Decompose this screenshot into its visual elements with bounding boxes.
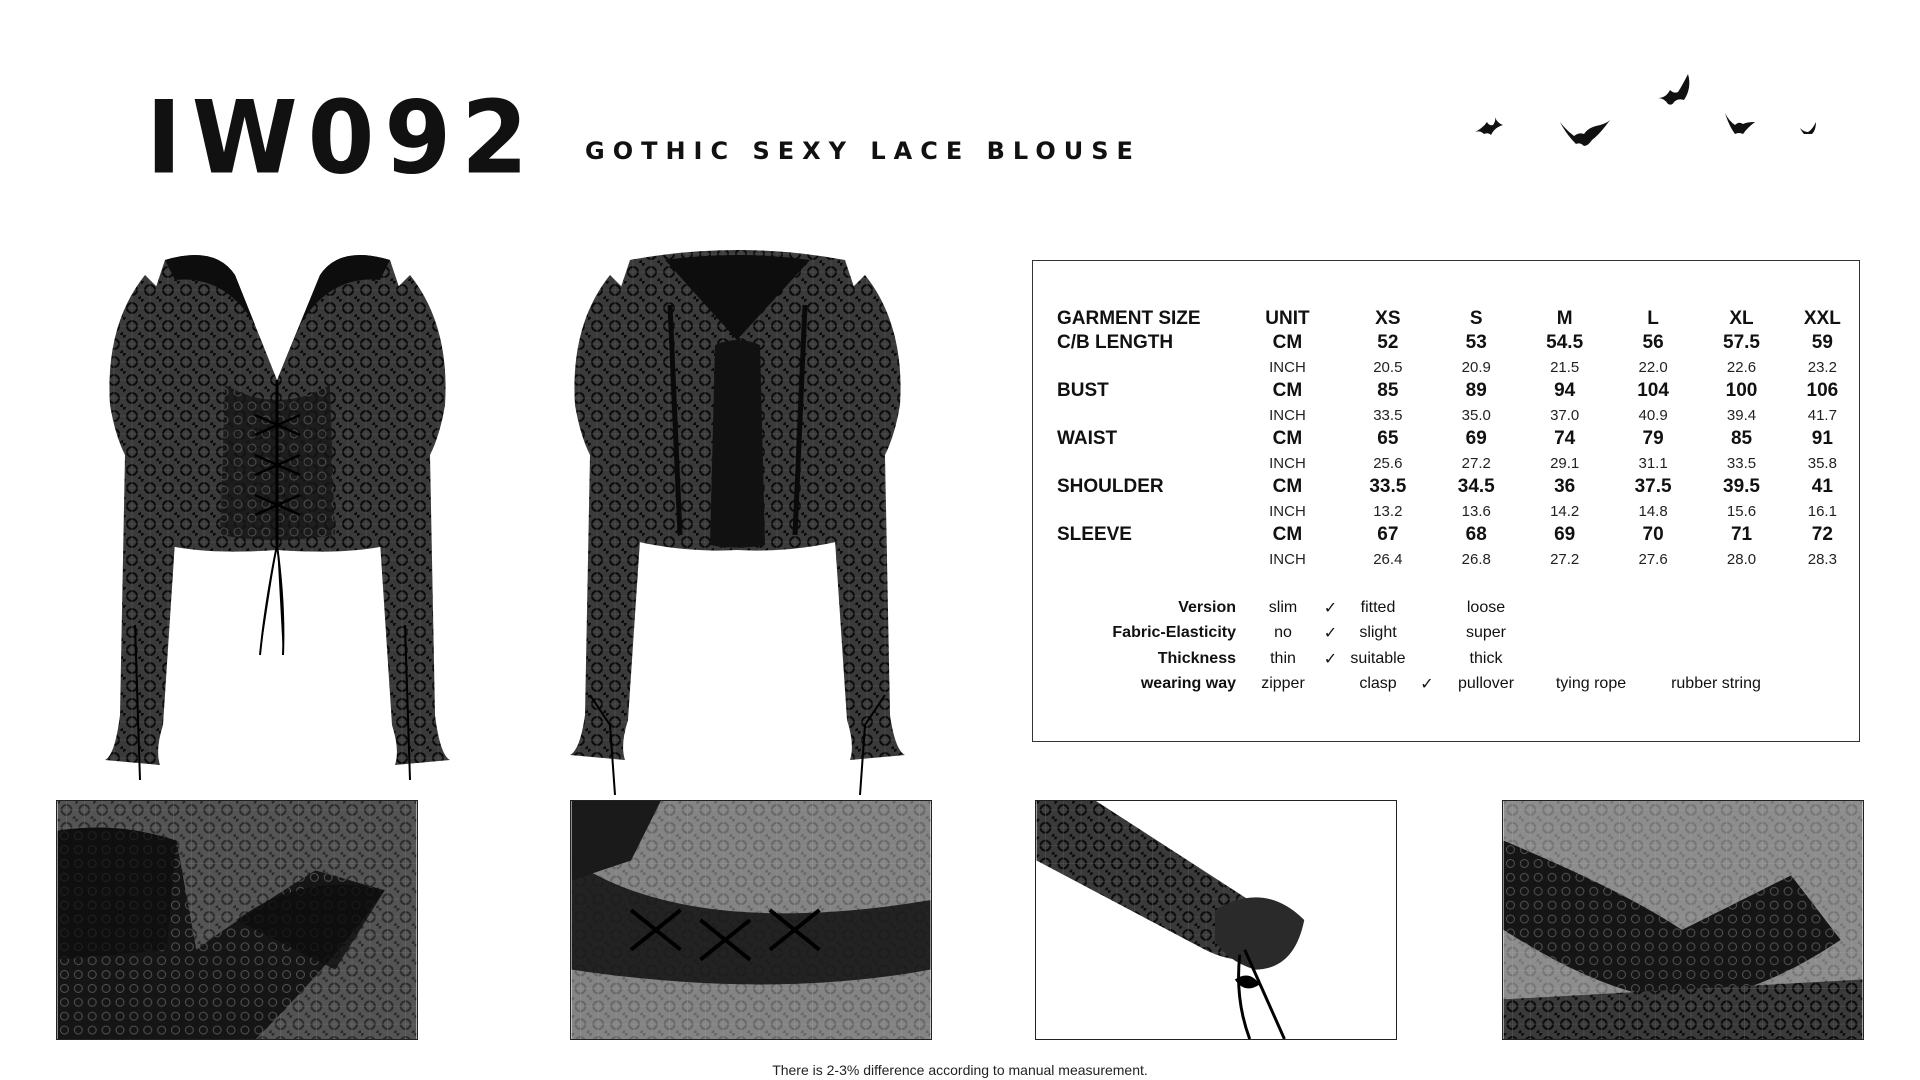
value-cell: 20.9 bbox=[1461, 358, 1491, 376]
value-cell: 21.5 bbox=[1550, 358, 1580, 376]
header-cell: S bbox=[1469, 308, 1483, 329]
value-cell: 91 bbox=[1811, 428, 1833, 449]
measurement-note: There is 2-3% difference according to manual measurement. bbox=[772, 1062, 1148, 1078]
row-label: SLEEVE bbox=[1057, 524, 1132, 545]
value-cell: 54.5 bbox=[1546, 332, 1584, 353]
option-text: super bbox=[1465, 624, 1507, 642]
header-cell: GARMENT SIZE bbox=[1057, 308, 1201, 329]
row-label: BUST bbox=[1057, 380, 1109, 401]
attribute-label: Version bbox=[1178, 598, 1236, 616]
option-text: tying rope bbox=[1555, 675, 1627, 693]
table-row bbox=[1057, 451, 1859, 475]
value-cell: 68 bbox=[1465, 524, 1487, 545]
value-cell: 69 bbox=[1554, 524, 1576, 545]
table-row bbox=[1057, 355, 1859, 379]
value-cell: 14.2 bbox=[1550, 502, 1580, 520]
unit-cell: CM bbox=[1272, 380, 1303, 401]
value-cell: 22.6 bbox=[1726, 358, 1757, 376]
row-label: WAIST bbox=[1057, 428, 1118, 449]
value-cell: 37.0 bbox=[1550, 406, 1580, 424]
bat-icon bbox=[1800, 122, 1816, 134]
value-cell: 71 bbox=[1730, 524, 1753, 545]
table-row bbox=[1057, 475, 1859, 499]
blouse-back-image bbox=[570, 245, 905, 795]
value-cell: 67 bbox=[1377, 524, 1399, 545]
value-cell: 65 bbox=[1377, 428, 1399, 449]
header-cell: XXL bbox=[1803, 308, 1841, 329]
unit-cell: CM bbox=[1272, 332, 1303, 353]
header-cell: L bbox=[1647, 308, 1659, 329]
detail-photo-lacing bbox=[570, 800, 932, 1040]
value-cell: 14.8 bbox=[1638, 502, 1668, 520]
check-icon: ✓ bbox=[1323, 625, 1338, 643]
value-cell: 15.6 bbox=[1726, 502, 1757, 520]
table-row bbox=[1057, 427, 1859, 451]
value-cell: 85 bbox=[1730, 428, 1753, 449]
detail-photo-collar bbox=[56, 800, 418, 1040]
value-cell: 28.3 bbox=[1807, 550, 1837, 568]
value-cell: 52 bbox=[1377, 332, 1399, 353]
value-cell: 27.2 bbox=[1461, 454, 1491, 472]
value-cell: 104 bbox=[1637, 380, 1669, 401]
value-cell: 39.4 bbox=[1726, 406, 1757, 424]
value-cell: 33.5 bbox=[1373, 406, 1403, 424]
unit-cell: INCH bbox=[1269, 358, 1306, 376]
value-cell: 13.2 bbox=[1373, 502, 1403, 520]
row-label: SHOULDER bbox=[1057, 476, 1164, 497]
table-row bbox=[1057, 499, 1859, 523]
header-cell: UNIT bbox=[1265, 308, 1310, 329]
value-cell: 41 bbox=[1811, 476, 1833, 497]
table-row bbox=[1057, 523, 1859, 547]
row-label: C/B LENGTH bbox=[1057, 332, 1174, 353]
check-icon: ✓ bbox=[1420, 676, 1434, 694]
value-cell: 33.5 bbox=[1369, 476, 1407, 497]
size-chart bbox=[1032, 260, 1860, 742]
value-cell: 72 bbox=[1811, 524, 1833, 545]
attribute-label: Fabric-Elasticity bbox=[1112, 624, 1236, 642]
attribute-label: Thickness bbox=[1157, 649, 1236, 667]
option-text: loose bbox=[1466, 598, 1506, 616]
value-cell: 85 bbox=[1377, 380, 1399, 401]
option-text: zipper bbox=[1261, 675, 1305, 693]
value-cell: 26.8 bbox=[1461, 550, 1491, 568]
attribute-label: wearing way bbox=[1140, 675, 1236, 693]
option-text: slim bbox=[1268, 598, 1298, 616]
value-cell: 23.2 bbox=[1807, 358, 1837, 376]
bats-decoration bbox=[1460, 60, 1880, 160]
value-cell: 35.0 bbox=[1461, 406, 1491, 424]
value-cell: 94 bbox=[1554, 380, 1576, 401]
unit-cell: INCH bbox=[1269, 406, 1306, 424]
value-cell: 25.6 bbox=[1373, 454, 1403, 472]
option-text: suitable bbox=[1350, 649, 1406, 667]
option-text: clasp bbox=[1359, 675, 1397, 693]
value-cell: 39.5 bbox=[1723, 476, 1760, 497]
value-cell: 70 bbox=[1642, 524, 1664, 545]
value-cell: 40.9 bbox=[1638, 406, 1668, 424]
value-cell: 59 bbox=[1811, 332, 1833, 353]
garment-attributes bbox=[1073, 595, 1781, 697]
option-text: fitted bbox=[1360, 598, 1396, 616]
bat-icon bbox=[1658, 74, 1689, 105]
table-row bbox=[1057, 403, 1859, 427]
unit-cell: INCH bbox=[1269, 454, 1306, 472]
table-row bbox=[1057, 331, 1859, 355]
attribute-row-elasticity bbox=[1073, 621, 1781, 647]
value-cell: 74 bbox=[1554, 428, 1576, 449]
product-title: GOTHIC SEXY LACE BLOUSE bbox=[585, 137, 1141, 165]
value-cell: 69 bbox=[1465, 428, 1487, 449]
unit-cell: INCH bbox=[1269, 550, 1306, 568]
value-cell: 37.5 bbox=[1634, 476, 1672, 497]
header-cell: XS bbox=[1375, 308, 1401, 329]
value-cell: 34.5 bbox=[1457, 476, 1495, 497]
product-code: IW092 bbox=[146, 79, 538, 197]
check-icon: ✓ bbox=[1323, 650, 1338, 668]
value-cell: 56 bbox=[1642, 332, 1664, 353]
attribute-row-thickness bbox=[1073, 646, 1781, 672]
bat-icon bbox=[1475, 117, 1503, 135]
header-cell: M bbox=[1556, 308, 1573, 329]
header-cell: XL bbox=[1729, 308, 1754, 329]
value-cell: 36 bbox=[1554, 476, 1576, 497]
attribute-row-version bbox=[1073, 595, 1781, 621]
option-text: no bbox=[1274, 624, 1292, 642]
unit-cell: CM bbox=[1272, 476, 1303, 497]
value-cell: 28.0 bbox=[1726, 550, 1757, 568]
option-text: pullover bbox=[1457, 675, 1515, 693]
option-text: thin bbox=[1270, 649, 1296, 667]
size-table bbox=[1057, 307, 1859, 571]
bat-icon bbox=[1725, 113, 1755, 134]
value-cell: 89 bbox=[1465, 380, 1487, 401]
value-cell: 29.1 bbox=[1550, 454, 1580, 472]
option-text: slight bbox=[1359, 624, 1397, 642]
value-cell: 20.5 bbox=[1373, 358, 1403, 376]
value-cell: 41.7 bbox=[1807, 406, 1837, 424]
value-cell: 27.2 bbox=[1550, 550, 1580, 568]
value-cell: 79 bbox=[1642, 428, 1664, 449]
table-row bbox=[1057, 547, 1859, 571]
unit-cell: INCH bbox=[1269, 502, 1306, 520]
attribute-row-wearing-way bbox=[1073, 672, 1781, 698]
value-cell: 26.4 bbox=[1373, 550, 1403, 568]
bat-icon bbox=[1560, 120, 1610, 146]
value-cell: 35.8 bbox=[1807, 454, 1837, 472]
unit-cell: CM bbox=[1272, 524, 1303, 545]
check-icon: ✓ bbox=[1323, 599, 1338, 617]
value-cell: 22.0 bbox=[1638, 358, 1668, 376]
value-cell: 33.5 bbox=[1726, 454, 1757, 472]
table-row bbox=[1057, 379, 1859, 403]
value-cell: 53 bbox=[1465, 332, 1487, 353]
option-text: rubber string bbox=[1671, 675, 1761, 693]
value-cell: 13.6 bbox=[1461, 502, 1491, 520]
value-cell: 100 bbox=[1725, 380, 1758, 401]
unit-cell: CM bbox=[1272, 428, 1303, 449]
value-cell: 27.6 bbox=[1638, 550, 1668, 568]
value-cell: 57.5 bbox=[1723, 332, 1760, 353]
detail-photo-back-neckline bbox=[1502, 800, 1864, 1040]
value-cell: 16.1 bbox=[1807, 502, 1837, 520]
size-table-header bbox=[1057, 307, 1859, 331]
blouse-front-image bbox=[105, 245, 450, 780]
detail-photo-sleeve-cuff bbox=[1035, 800, 1397, 1040]
value-cell: 106 bbox=[1806, 380, 1839, 401]
value-cell: 31.1 bbox=[1638, 454, 1668, 472]
option-text: thick bbox=[1469, 649, 1503, 667]
